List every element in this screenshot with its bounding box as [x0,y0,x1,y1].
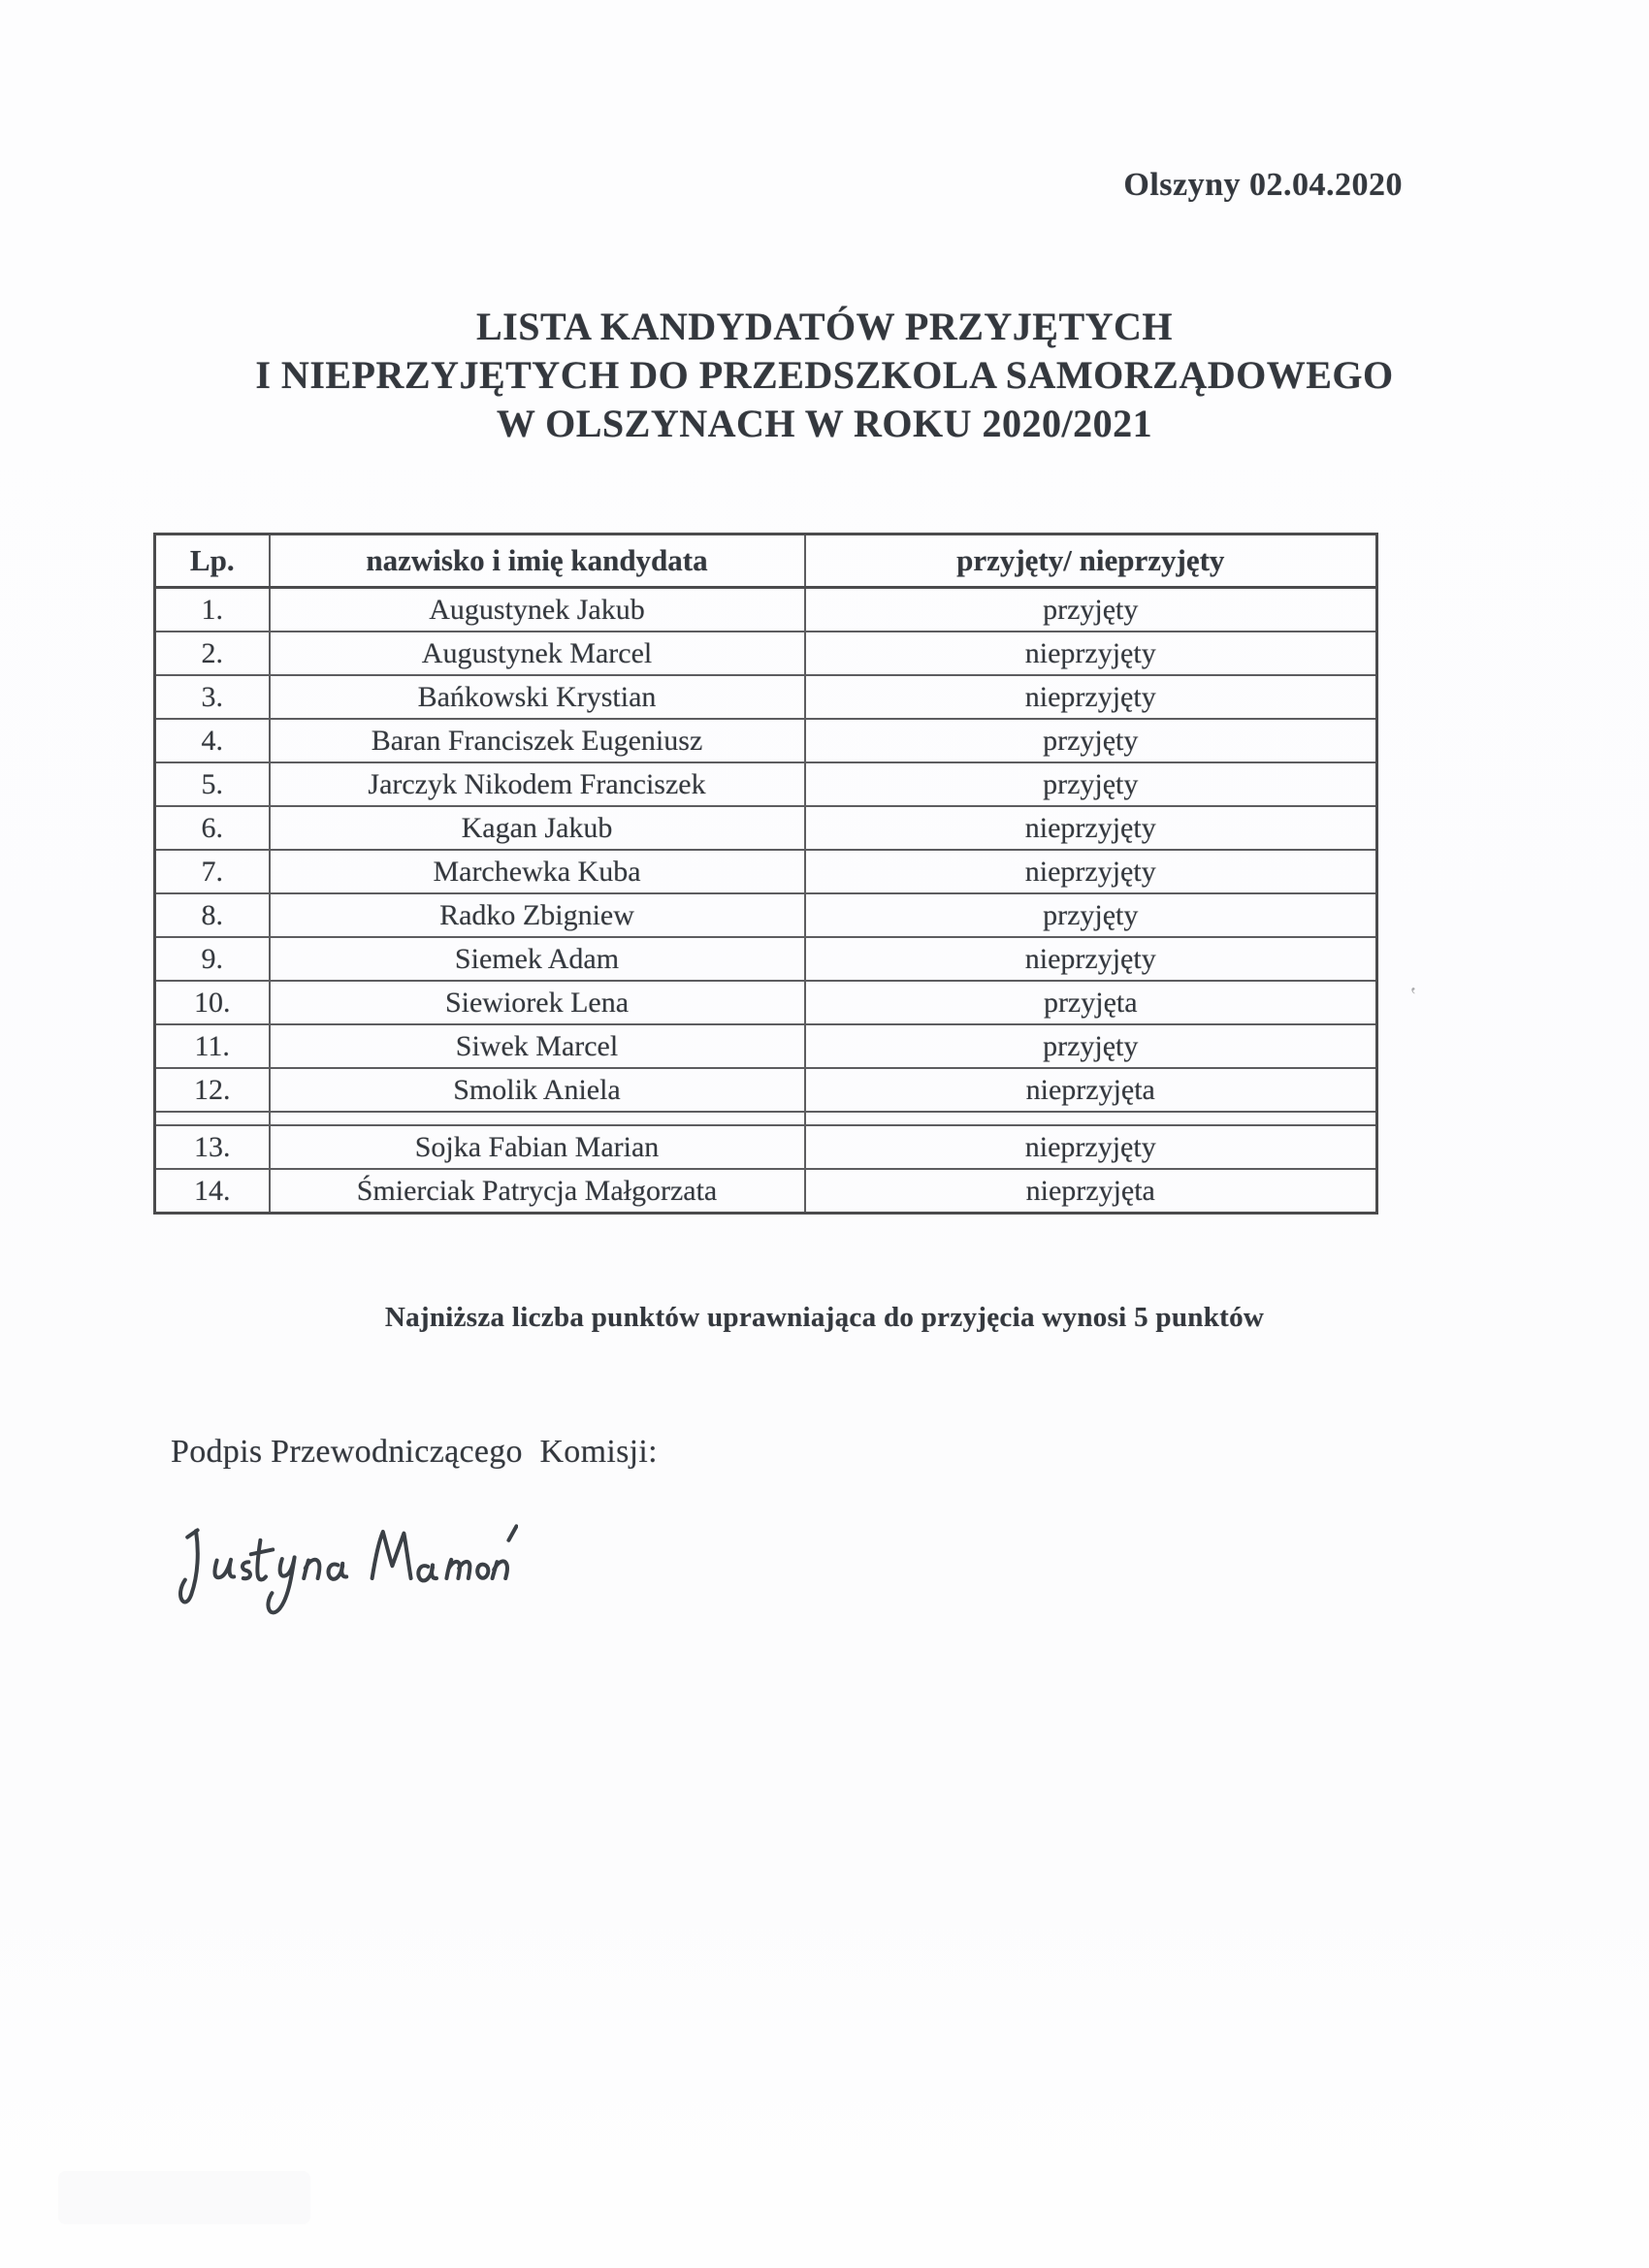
admissions-table-header [155,535,1377,588]
status-cell: nieprzyjęta [805,1169,1377,1214]
name-cell: Siewiorek Lena [270,981,805,1024]
header-name: nazwisko i imię kandydata [270,535,805,588]
status-cell: przyjęty [805,719,1377,762]
name-cell: Baran Franciszek Eugeniusz [270,719,805,762]
lp-cell: 9. [155,937,270,981]
table-row [155,588,1377,632]
table-row [155,1024,1377,1068]
header-row [155,535,1377,588]
lp-cell: 12. [155,1068,270,1112]
gap-cell [805,1112,1377,1125]
table-row [155,719,1377,762]
name-cell: Augustynek Marcel [270,632,805,675]
status-cell: przyjęty [805,893,1377,937]
name-cell: Sojka Fabian Marian [270,1125,805,1169]
lp-cell: 8. [155,893,270,937]
table-row [155,981,1377,1024]
handwritten-signature [177,1497,518,1629]
table-row [155,850,1377,893]
table-row [155,893,1377,937]
name-cell: Bańkowski Krystian [270,675,805,719]
lp-cell: 11. [155,1024,270,1068]
lp-cell: 13. [155,1125,270,1169]
name-cell: Siemek Adam [270,937,805,981]
lp-cell: 7. [155,850,270,893]
title-line-1: LISTA KANDYDATÓW PRZYJĘTYCH [475,305,1174,348]
name-cell: Radko Zbigniew [270,893,805,937]
title-line-3: W OLSZYNACH W ROKU 2020/2021 [496,402,1153,445]
minimum-points-note: Najniższa liczba punktów uprawniająca do przyjęcia wynosi 5 punktów [384,1302,1265,1333]
status-cell: nieprzyjęty [805,1125,1377,1169]
admissions-table-body [155,588,1377,1214]
status-cell: nieprzyjęty [805,850,1377,893]
status-cell: nieprzyjęty [805,937,1377,981]
lp-cell: 5. [155,762,270,806]
name-cell: Siwek Marcel [270,1024,805,1068]
table-row [155,1125,1377,1169]
document-date: Olszyny 02.04.2020 [1123,167,1403,203]
gap-cell [270,1112,805,1125]
table-row [155,1068,1377,1112]
name-cell: Kagan Jakub [270,806,805,850]
table-row [155,937,1377,981]
table-row [155,675,1377,719]
status-cell: nieprzyjęty [805,675,1377,719]
document-title [24,303,1625,448]
header-lp: Lp. [155,535,270,588]
lp-cell: 6. [155,806,270,850]
status-cell: nieprzyjęty [805,806,1377,850]
lp-cell: 4. [155,719,270,762]
status-cell: przyjęty [805,762,1377,806]
table-row [155,806,1377,850]
table-row [155,762,1377,806]
status-cell: przyjęty [805,588,1377,632]
name-cell: Marchewka Kuba [270,850,805,893]
name-cell: Smolik Aniela [270,1068,805,1112]
table-row [155,632,1377,675]
lp-cell: 14. [155,1169,270,1214]
header-status: przyjęty/ nieprzyjęty [805,535,1377,588]
lp-cell: 1. [155,588,270,632]
name-cell: Jarczyk Nikodem Franciszek [270,762,805,806]
scan-speckle: ‛ [1406,983,1418,1010]
status-cell: nieprzyjęta [805,1068,1377,1112]
name-cell: Augustynek Jakub [270,588,805,632]
status-cell: przyjęty [805,1024,1377,1068]
scan-smudge [58,2171,310,2224]
status-cell: przyjęta [805,981,1377,1024]
lp-cell: 3. [155,675,270,719]
name-cell: Śmierciak Patrycja Małgorzata [270,1169,805,1214]
table-row [155,1169,1377,1214]
title-line-2: I NIEPRZYJĘTYCH DO PRZEDSZKOLA SAMORZĄDOWEGO [255,353,1394,397]
gap-cell [155,1112,270,1125]
lp-cell: 2. [155,632,270,675]
signature-label: Podpis Przewodniczącego Komisji: [171,1434,658,1470]
status-cell: nieprzyjęty [805,632,1377,675]
table-gap-row [155,1112,1377,1125]
lp-cell: 10. [155,981,270,1024]
admissions-table [153,533,1378,1215]
